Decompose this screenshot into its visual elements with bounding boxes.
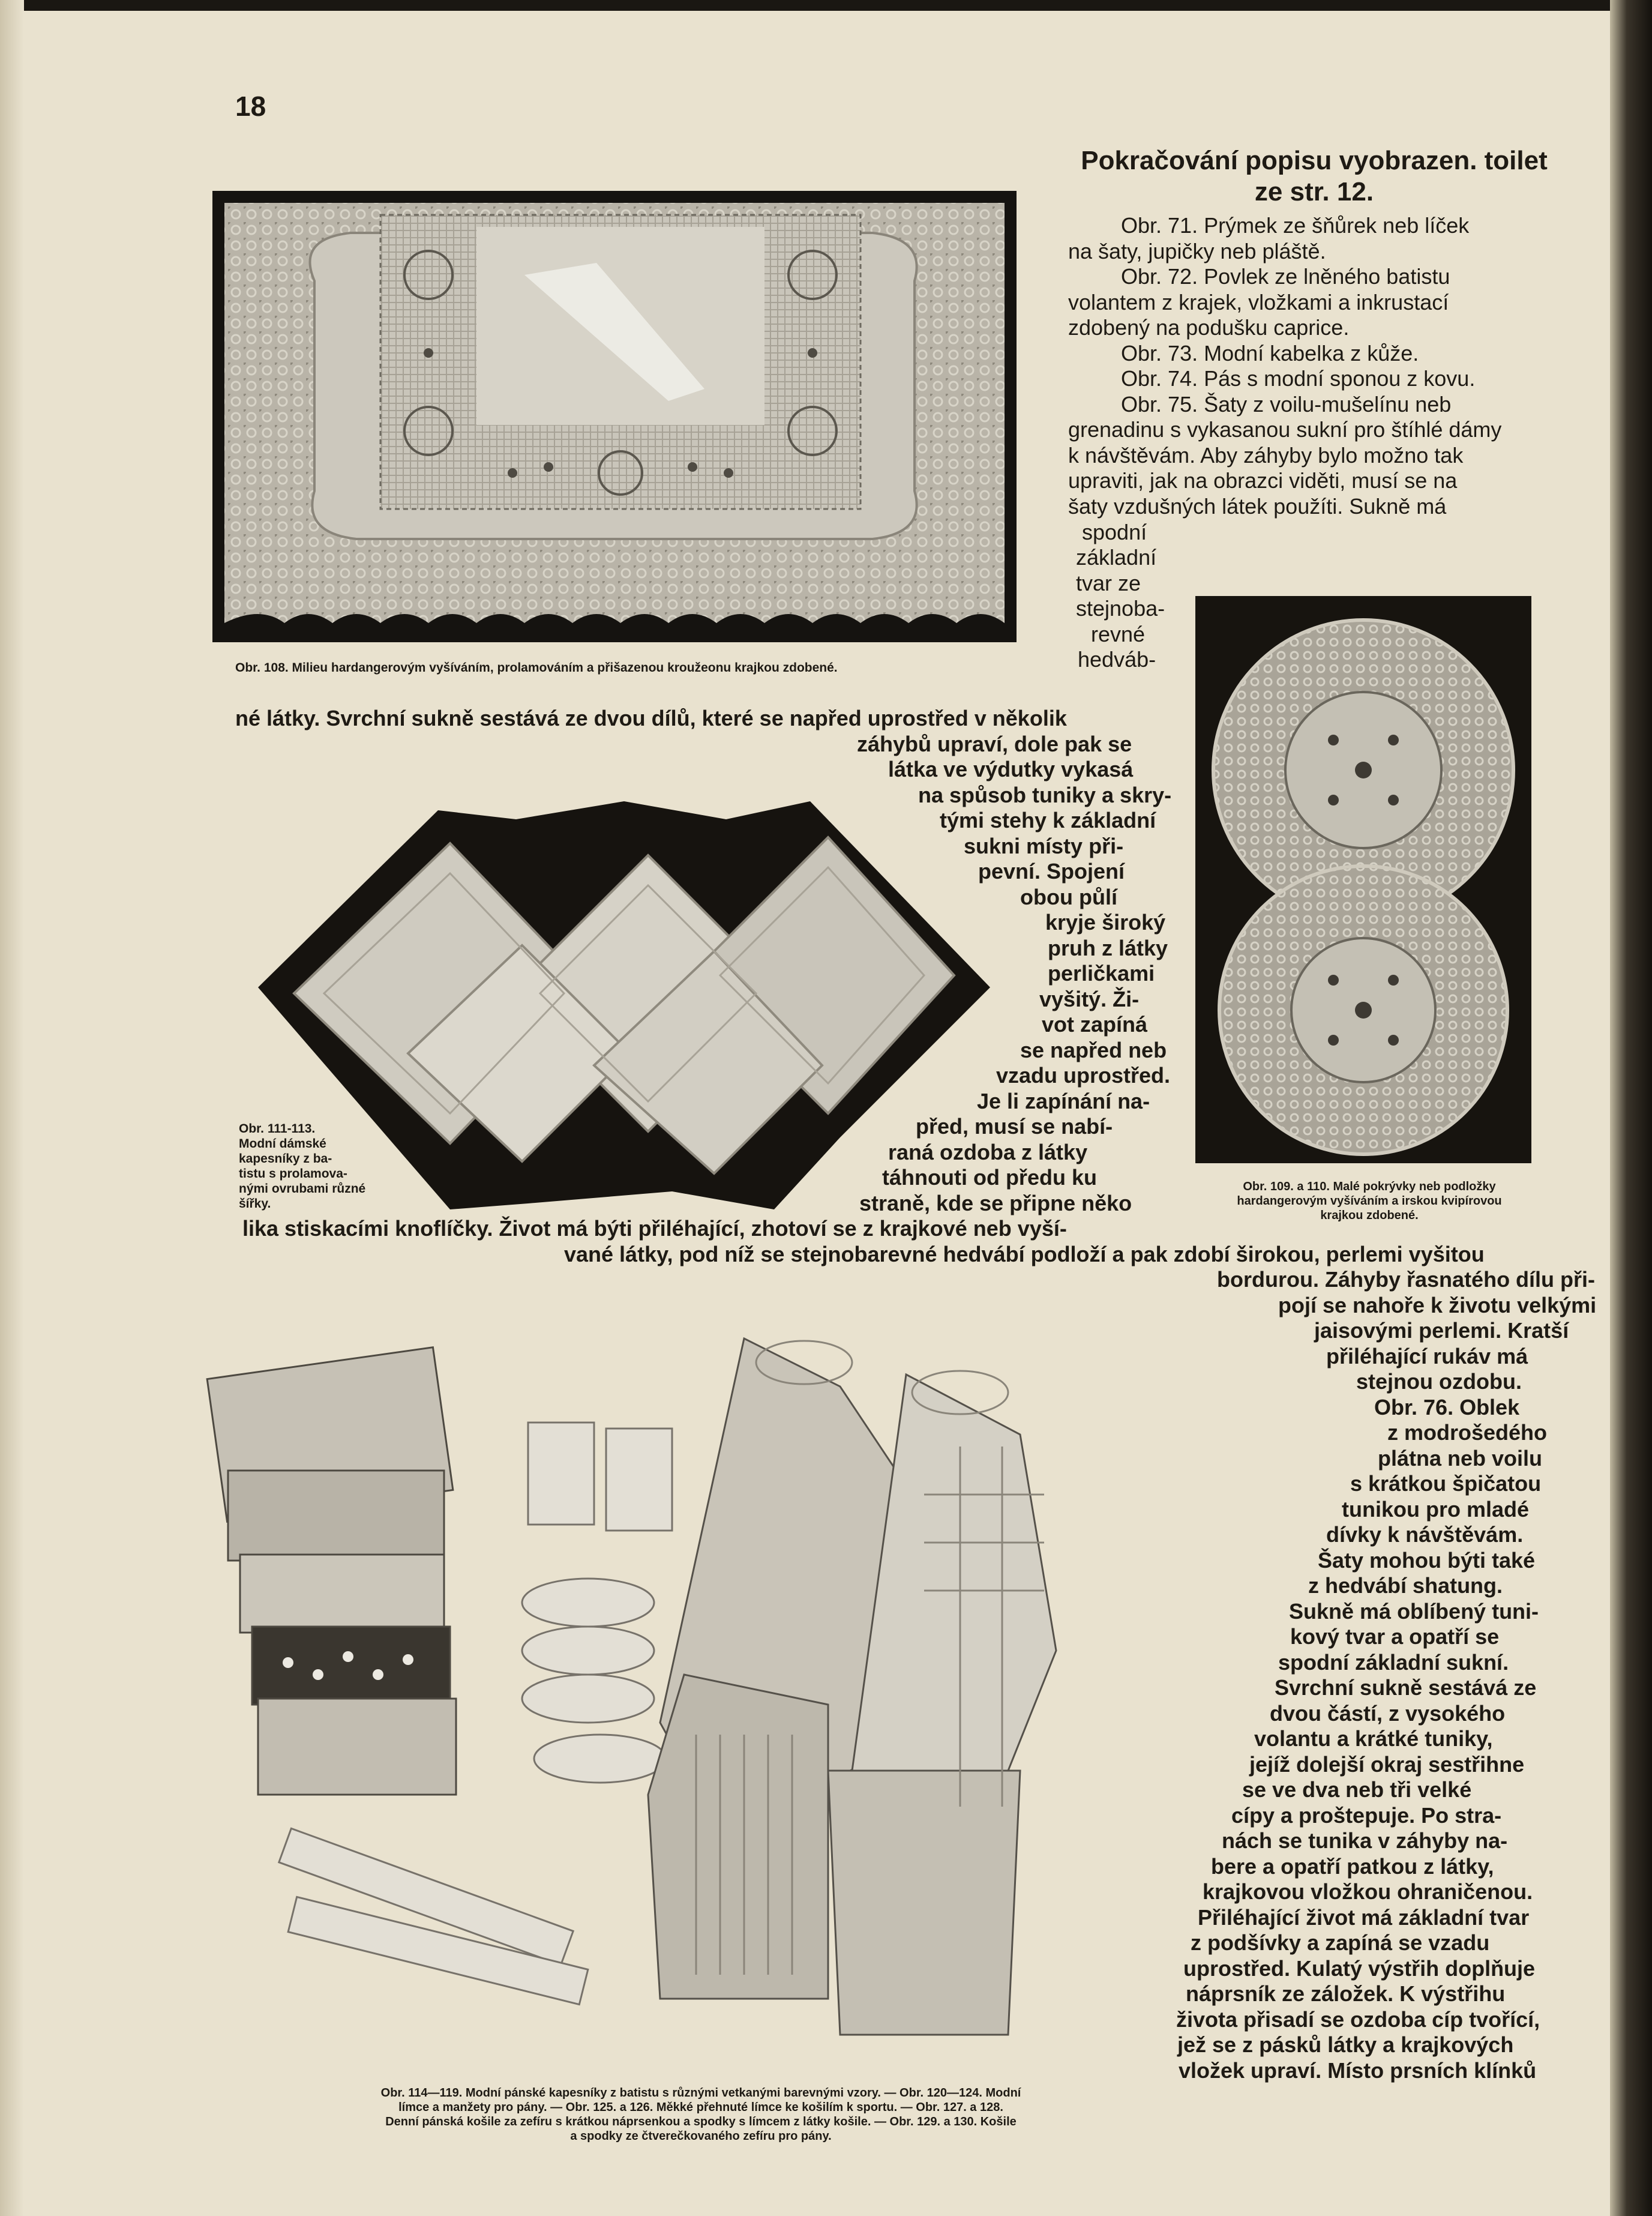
text-line: táhnouti od předu ku [882, 1165, 1097, 1190]
text-line: straně, kde se připne něko [859, 1191, 1132, 1215]
text-line: k návštěvám. Aby záhyby bylo možno tak [1068, 443, 1464, 468]
text-line: Sukně má oblíbený tuni- [1289, 1599, 1539, 1624]
text-line: na spůsob tuniky a skry- [918, 783, 1172, 807]
page-left-edge [0, 0, 24, 2216]
caption-figure-109-110: Obr. 109. a 110. Malé pokrývky neb podložky hardangerovým vyšíváním a irskou kvipírovou krajkou zdobené. [1237, 1180, 1502, 1222]
text-line: vzadu uprostřed. [996, 1063, 1171, 1088]
text-line: vložek upraví. Místo prsních klínků [1179, 2058, 1537, 2083]
text-line: záhybů upraví, dole pak se [857, 732, 1132, 756]
text-line: tunikou pro mladé [1342, 1497, 1530, 1522]
text-line: Je li zapínání na- [977, 1089, 1150, 1113]
mens-wear-illustration [204, 1314, 1152, 2089]
text-line: zdobený na podušku caprice. [1068, 315, 1350, 340]
text-line: tvar ze [1076, 571, 1141, 595]
text-line: se napřed neb [1020, 1038, 1167, 1062]
text-line: jaisovými perlemi. Kratší [1314, 1318, 1569, 1343]
text-line: stejnou ozdobu. [1356, 1369, 1522, 1394]
text-line: hedváb- [1078, 647, 1156, 672]
text-line: základní [1076, 545, 1157, 570]
text-line: šaty vzdušných látek použíti. Sukně má [1068, 494, 1447, 519]
section-heading: Pokračování popisu vyobrazen. toilet ze str. 12. [1081, 146, 1548, 206]
text-line: dvou částí, z vysokého [1270, 1701, 1506, 1726]
text-line: spodní [1082, 520, 1147, 544]
figure-108-milieu [212, 191, 1017, 642]
text-line: volantu a krátké tuniky, [1254, 1726, 1493, 1751]
text-line: Obr. 74. Pás s modní sponou z kovu. [1121, 366, 1476, 391]
caption-figure-114-130: Obr. 114—119. Modní pánské kapesníky z batistu s různými vetkanými barevnými vzory. — Obr. 120—124. Modní límce a manžety pro pány. — Obr. 125. a 126. Měkké přehnuté límce ke košilím k sportu. — Obr. 127. a 128. Denní pánská košile za zefíru s krátkou náprsenkou a spodky s límcem z látky košile. — Obr. 129. a 130. Košile a spodky ze čtverečkovaného zefíru pro pány. [380, 2086, 1021, 2143]
page-top-edge [0, 0, 1652, 11]
page-right-edge [1610, 0, 1652, 2216]
caption-figure-111-113: Obr. 111-113. Modní dámské kapesníky z ba- tistu s prolamova- nými ovrubami různé šířky. [239, 1122, 366, 1211]
text-line: z modrošedého [1387, 1420, 1548, 1445]
text-line: na šaty, jupičky neb pláště. [1068, 239, 1326, 263]
text-line: upraviti, jak na obrazci viděti, musí se na [1068, 468, 1458, 493]
text-line: se ve dva neb tři velké [1242, 1777, 1472, 1802]
text-line: stejnoba- [1076, 596, 1165, 621]
text-line: vot zapíná [1042, 1012, 1148, 1037]
text-line: dívky k návštěvám. [1326, 1522, 1524, 1547]
text-line: Obr. 76. Oblek [1374, 1395, 1520, 1420]
text-line: kryje široký [1045, 910, 1166, 935]
text-line: tými stehy k základní [940, 808, 1156, 833]
text-line: z podšívky a zapíná se vzadu [1191, 1930, 1490, 1955]
doilies-illustration [1195, 596, 1531, 1163]
text-line: pojí se nahoře k životu velkými [1278, 1293, 1597, 1317]
text-line: grenadinu s vykasanou sukní pro štíhlé dámy [1068, 417, 1502, 442]
text-line: s krátkou špičatou [1350, 1471, 1542, 1496]
text-line: z hedvábí shatung. [1308, 1573, 1503, 1598]
text-line: volantem z krajek, vložkami a inkrustací [1068, 290, 1449, 315]
text-line: raná ozdoba z látky [888, 1140, 1088, 1164]
text-line: vané látky, pod níž se stejnobarevné hedvábí podloží a pak zdobí širokou, perlemi vyšitou [564, 1242, 1485, 1266]
text-line: revné [1091, 622, 1146, 646]
text-line: Obr. 72. Povlek ze lněného batistu [1121, 264, 1450, 289]
text-line: Svrchní sukně sestává ze [1275, 1675, 1537, 1700]
text-line: jež se z pásků látky a krajkových [1177, 2032, 1514, 2057]
text-line: pruh z látky [1048, 936, 1168, 960]
figure-109-110-doilies [1195, 596, 1531, 1163]
text-line: kový tvar a opatří se [1290, 1624, 1500, 1649]
text-line: nách se tunika v záhyby na- [1222, 1828, 1508, 1853]
text-line: Přiléhající život má základní tvar [1198, 1905, 1530, 1930]
text-line: Obr. 73. Modní kabelka z kůže. [1121, 341, 1419, 366]
text-line: sukni místy při- [964, 834, 1124, 858]
text-line: né látky. Svrchní sukně sestává ze dvou dílů, které se napřed uprostřed v několik [235, 706, 1067, 730]
figure-114-130-mens-wear [204, 1314, 1152, 2089]
text-line: náprsník ze záložek. K výstřihu [1186, 1981, 1506, 2006]
text-line: vyšitý. Ži- [1039, 987, 1140, 1011]
text-line: lika stiskacími knoflíčky. Život má býti přiléhající, zhotoví se z krajkové neb vyší- [242, 1216, 1067, 1241]
text-line: uprostřed. Kulatý výstřih doplňuje [1183, 1956, 1536, 1981]
text-line: perličkami [1048, 961, 1155, 986]
text-line: Šaty mohou býti také [1318, 1548, 1536, 1573]
text-line: Obr. 75. Šaty z voilu-mušelínu neb [1121, 392, 1452, 417]
text-line: krajkovou vložkou ohraničenou. [1203, 1879, 1533, 1904]
text-line: života přisadí se ozdoba cíp tvořící, [1176, 2007, 1540, 2032]
page-number: 18 [235, 91, 266, 122]
text-line: látka ve výdutky vykasá [888, 757, 1134, 781]
text-line: před, musí se nabí- [916, 1114, 1113, 1139]
text-line: přiléhající rukáv má [1326, 1344, 1528, 1368]
text-line: bordurou. Záhyby řasnatého dílu při- [1217, 1267, 1596, 1292]
text-line: Obr. 71. Prýmek ze šňůrek neb líček [1121, 213, 1470, 238]
milieu-illustration [212, 191, 1017, 642]
caption-figure-108: Obr. 108. Milieu hardangerovým vyšíváním, prolamováním a přišazenou kroužeonu krajkou zdobené. [235, 661, 838, 675]
text-line: cípy a proštepuje. Po stra- [1231, 1803, 1502, 1828]
text-line: bere a opatří patkou z látky, [1211, 1854, 1494, 1879]
text-line: spodní základní sukní. [1278, 1650, 1509, 1675]
text-line: pevní. Spojení [978, 859, 1125, 884]
text-line: jejíž dolejší okraj sestřihne [1249, 1752, 1525, 1777]
text-line: obou půlí [1020, 885, 1117, 909]
text-line: plátna neb voilu [1378, 1446, 1543, 1471]
